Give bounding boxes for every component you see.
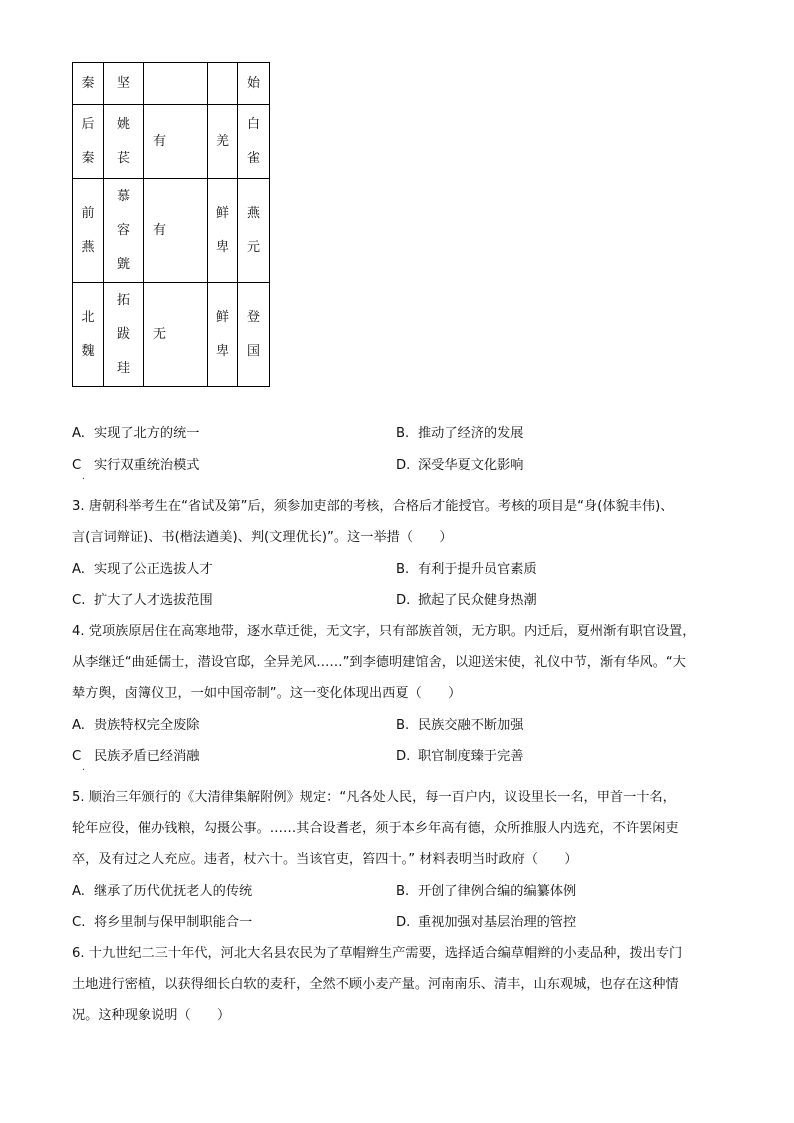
option-text: 将乡里制与保甲制职能合一 — [94, 915, 253, 930]
q2-option-d[interactable] — [396, 457, 524, 475]
q2-option-a[interactable] — [72, 425, 200, 443]
q4-option-a[interactable] — [72, 717, 200, 735]
option-text: 民族矛盾已经消融 — [94, 749, 200, 764]
table-cell-regime: 北 魏 — [73, 283, 104, 387]
option-label: C. — [72, 593, 86, 608]
option-label: D. — [396, 458, 411, 473]
q4-option-c[interactable] — [72, 748, 200, 766]
option-label: D. — [396, 593, 411, 608]
option-label: C — [72, 749, 82, 764]
option-text: 贵族特权完全废除 — [94, 718, 200, 733]
table-cell-ethnicity: 鲜 卑 — [208, 179, 238, 283]
option-text: 职官制度臻于完善 — [418, 749, 524, 764]
q5-option-b[interactable] — [396, 883, 576, 901]
q3-option-d[interactable] — [396, 592, 537, 610]
option-label: C — [72, 458, 82, 473]
table-cell-han-official: 有 — [144, 179, 208, 283]
option-label: A. — [72, 718, 85, 733]
option-label: B. — [396, 884, 410, 899]
table-row — [73, 179, 270, 283]
table-row — [73, 105, 270, 179]
q6-stem-line: 土地进行密植，以获得细长白软的麦秆，全然不顾小麦产量。河南南乐、清丰，山东观城，也存在这种情 — [72, 977, 679, 992]
table-cell-ethnicity: 羌 — [208, 105, 238, 179]
table-row — [73, 63, 270, 105]
q5-stem-line: 5. 顺治三年颁行的《大清律集解附例》规定：“凡各处人民，每一百户内，议设里长一名，甲首一十名， — [72, 790, 676, 805]
q4-stem-line: 从李继迁“曲延儒士，潜设官邸，全异羌风……”到李德明建馆舍，以迎送宋使，礼仪中节，渐有华风。“大 — [72, 655, 686, 670]
table-cell-era-name: 白 雀 — [238, 105, 270, 179]
q6-stem-line: 况。这种现象说明（ ） — [72, 1008, 231, 1023]
option-label: B. — [396, 562, 410, 577]
option-label: C. — [72, 915, 86, 930]
q3-stem-line: 言(言词辩证)、书(楷法遒美)、判(文理优长)”。这一举措（ ） — [72, 530, 453, 545]
option-label: A. — [72, 562, 85, 577]
table-cell-era-name: 登 国 — [238, 283, 270, 387]
stray-dot: · — [82, 474, 86, 485]
table-cell-regime: 秦 — [73, 63, 104, 105]
table-cell-han-official: 有 — [144, 105, 208, 179]
option-text: 扩大了人才选拔范围 — [94, 593, 213, 608]
table-cell-founder: 坚 — [104, 63, 144, 105]
q2-option-c[interactable] — [72, 457, 200, 475]
table-cell-ethnicity — [208, 63, 238, 105]
table-cell-han-official: 无 — [144, 283, 208, 387]
option-text: 继承了历代优抚老人的传统 — [94, 884, 253, 899]
table-cell-founder: 姚 苌 — [104, 105, 144, 179]
q5-option-c[interactable] — [72, 914, 252, 932]
option-label: D. — [396, 915, 411, 930]
table-cell-era-name: 燕 元 — [238, 179, 270, 283]
table-cell-era-name: 始 — [238, 63, 270, 105]
table-cell-han-official — [144, 63, 208, 105]
table-row — [73, 283, 270, 387]
option-text: 有利于提升员官素质 — [418, 562, 537, 577]
option-text: 实行双重统治模式 — [94, 458, 200, 473]
option-text: 推动了经济的发展 — [418, 426, 524, 441]
q3-option-a[interactable] — [72, 561, 213, 579]
q5-stem-line: 卒，及有过之人充应。违者，杖六十。当该官吏，笞四十。” 材料表明当时政府（ ） — [72, 852, 578, 867]
option-text: 实现了公正选拔人才 — [94, 562, 213, 577]
table-cell-founder: 慕 容 皝 — [104, 179, 144, 283]
q5-option-d[interactable] — [396, 914, 576, 932]
q5-option-a[interactable] — [72, 883, 252, 901]
table-cell-regime: 后 秦 — [73, 105, 104, 179]
q6-stem-line: 6. 十九世纪二三十年代，河北大名县农民为了草帽辫生产需要，选择适合编草帽辫的小麦品种，拨出专门 — [72, 946, 683, 961]
q3-stem-line: 3. 唐朝科举考生在“省试及第”后，须参加吏部的考核，合格后才能授官。考核的项目是“身(体貌丰伟)、 — [72, 499, 674, 514]
q5-stem-line: 轮年应役，催办钱粮，勾摄公事。……其合设耆老，须于本乡年高有德，众所推服人内选充，不许罢闲吏 — [72, 821, 679, 836]
option-text: 实现了北方的统一 — [94, 426, 200, 441]
q4-option-b[interactable] — [396, 717, 524, 735]
option-label: B. — [396, 718, 410, 733]
option-text: 民族交融不断加强 — [418, 718, 524, 733]
option-label: B. — [396, 426, 410, 441]
option-label: A. — [72, 884, 85, 899]
option-text: 深受华夏文化影响 — [418, 458, 524, 473]
option-text: 掀起了民众健身热潮 — [418, 593, 537, 608]
q3-option-c[interactable] — [72, 592, 213, 610]
table-cell-founder: 拓 跋 珪 — [104, 283, 144, 387]
q2-option-b[interactable] — [396, 425, 524, 443]
option-text: 开创了律例合编的编纂体例 — [418, 884, 577, 899]
stray-dot: · — [82, 765, 86, 776]
dynasty-table — [72, 62, 270, 387]
option-label: A. — [72, 426, 85, 441]
q4-stem-line: 4. 党项族原居住在高寒地带，逐水草迁徙，无文字，只有部族首领，无方职。内迁后，夏州渐有职官设置， — [72, 624, 696, 639]
q3-option-b[interactable] — [396, 561, 537, 579]
q4-option-d[interactable] — [396, 748, 524, 766]
q4-stem-line: 辇方舆，卤簿仪卫，一如中国帝制”。这一变化体现出西夏（ ） — [72, 686, 462, 701]
option-label: D. — [396, 749, 411, 764]
table-cell-regime: 前 燕 — [73, 179, 104, 283]
table-cell-ethnicity: 鲜 卑 — [208, 283, 238, 387]
option-text: 重视加强对基层治理的管控 — [418, 915, 577, 930]
